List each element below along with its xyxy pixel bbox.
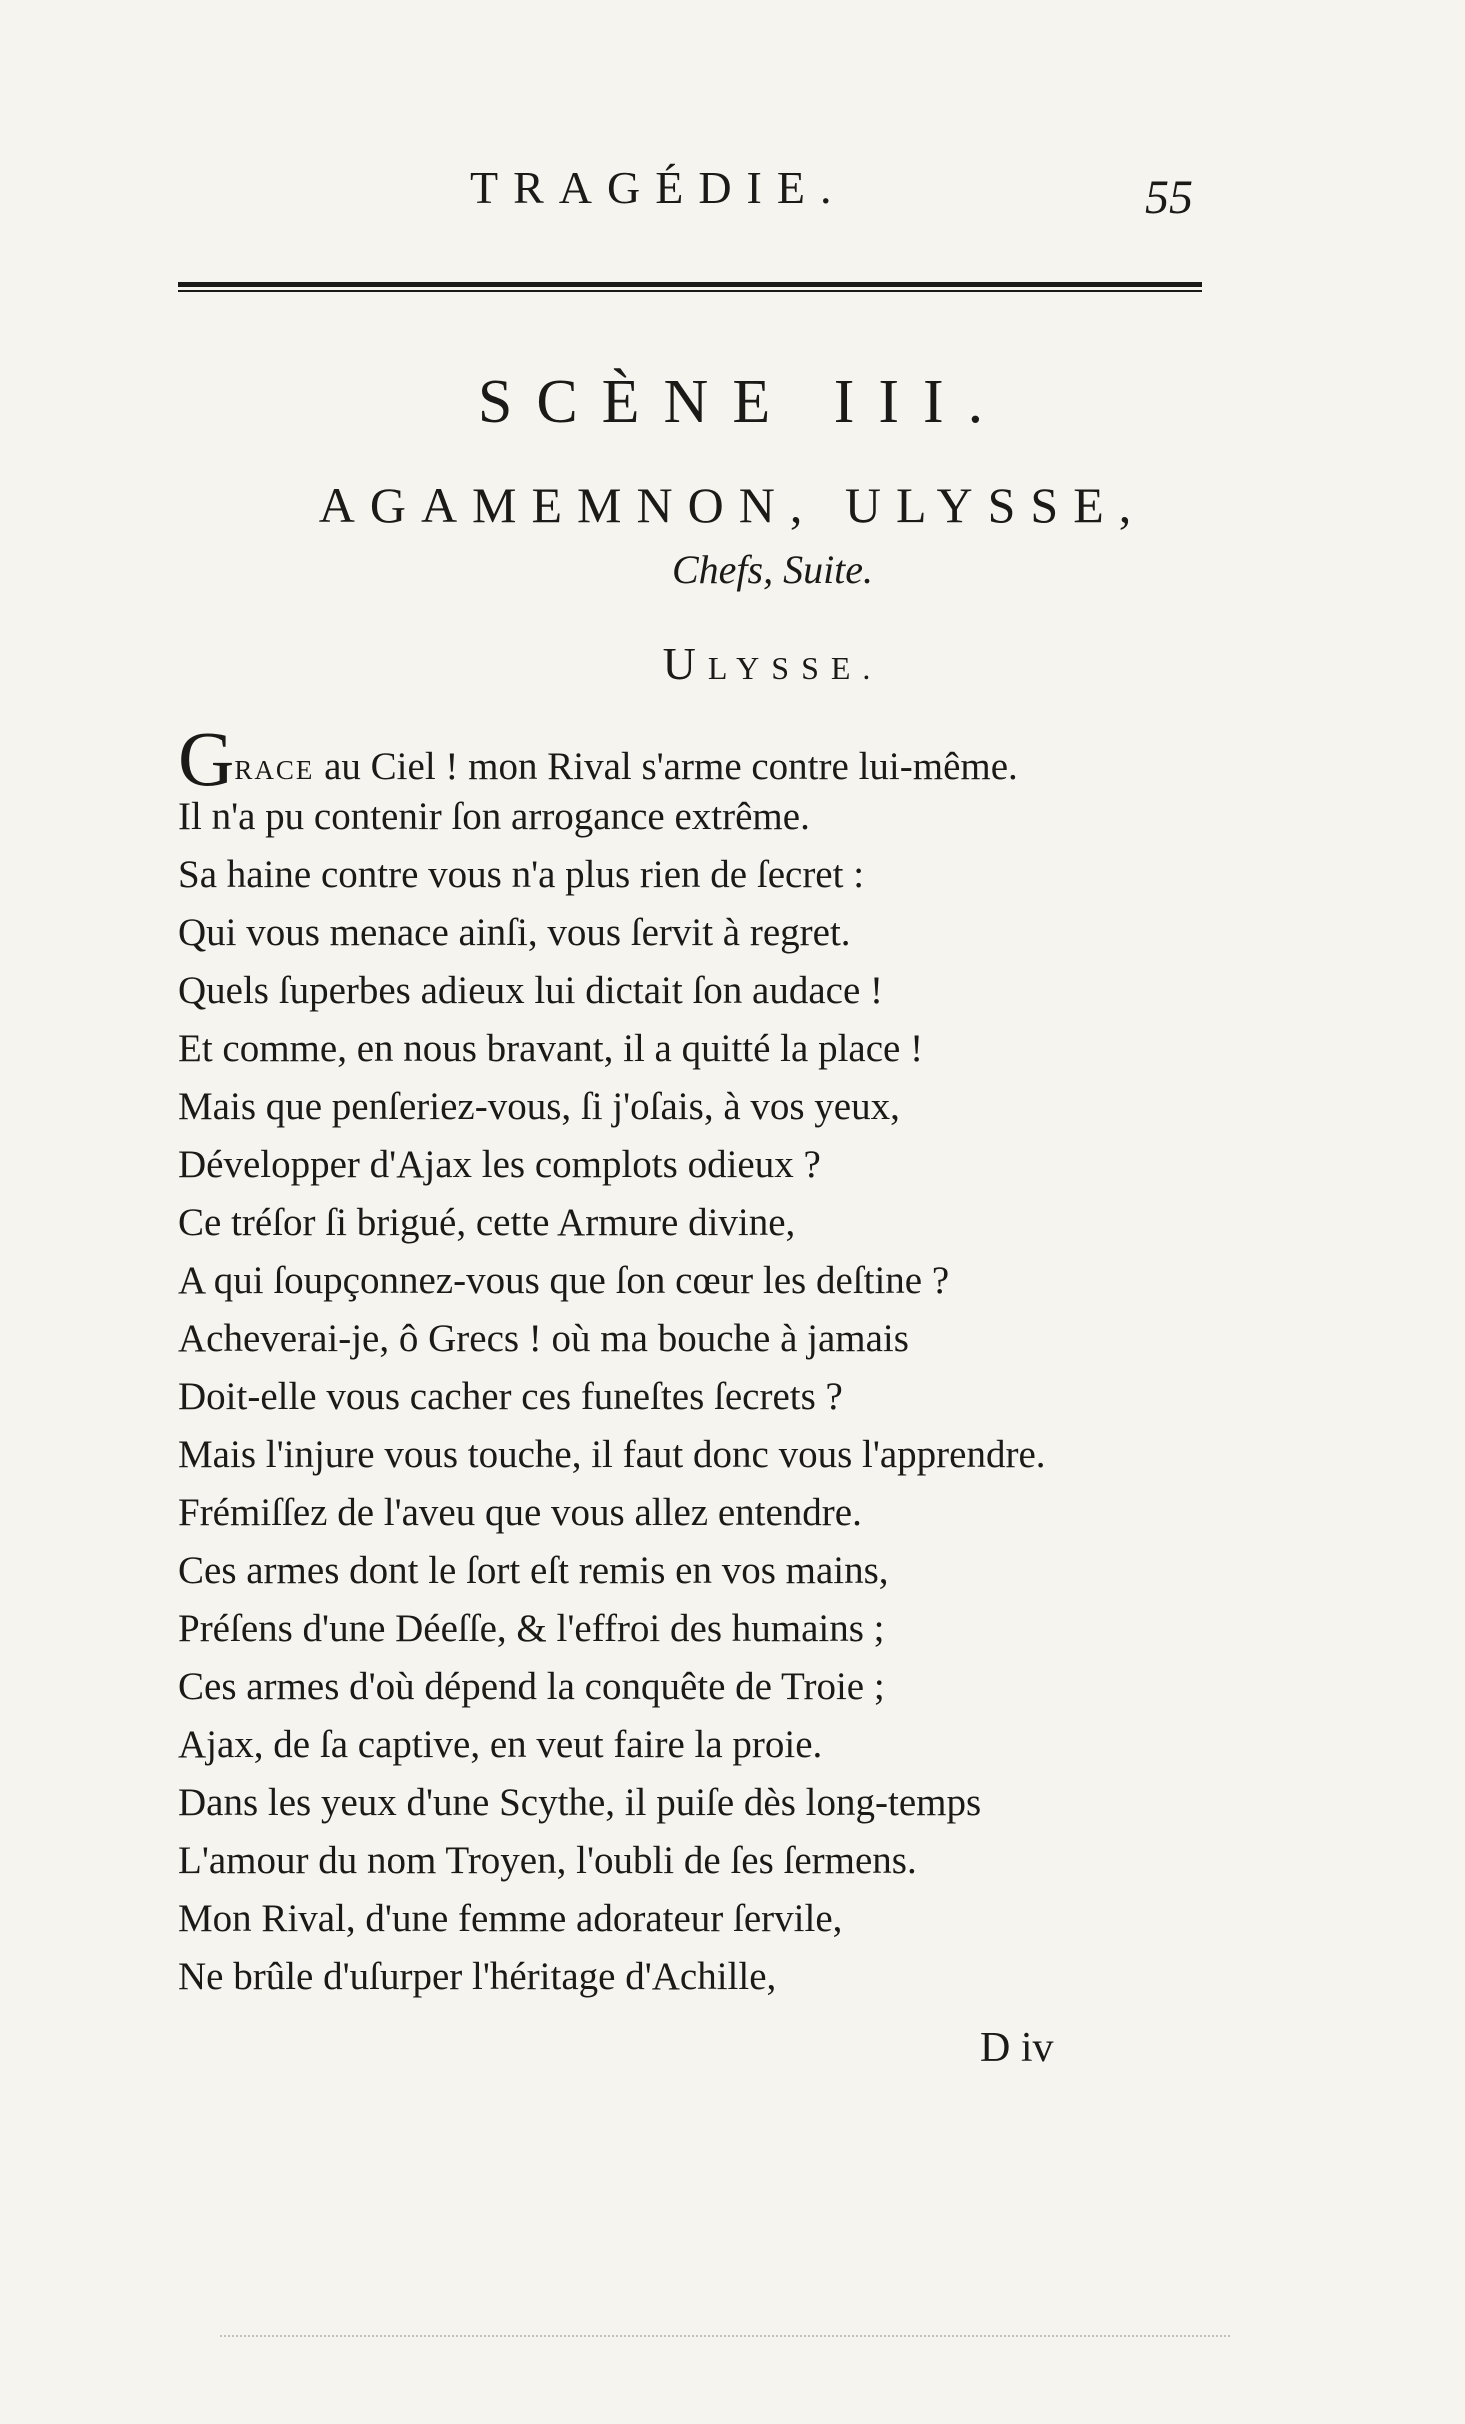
first-word-smallcaps: race (234, 745, 315, 788)
verse-line: Il n'a pu contenir ſon arrogance extrême. (178, 795, 810, 838)
running-title: TRAGÉDIE. (470, 162, 847, 213)
verse-line: Doit-elle vous cacher ces funeſtes ſecrets ? (178, 1375, 843, 1418)
verse-line: Dans les yeux d'une Scythe, il puiſe dès long-temps (178, 1781, 982, 1824)
scene-extras: Chefs, Suite. (671, 547, 874, 592)
verse-line: Mais l'injure vous touche, il faut donc vous l'apprendre. (178, 1433, 1046, 1476)
verse-line: Sa haine contre vous n'a plus rien de ſecret : (178, 853, 865, 896)
speaker-initial: U (662, 638, 708, 689)
verse-line: Ce tréſor ſi brigué, cette Armure divine, (178, 1201, 796, 1244)
verse-line: Mon Rival, d'une femme adorateur ſervile, (178, 1897, 843, 1940)
verse-line: Acheverai-je, ô Grecs ! où ma bouche à jamais (178, 1317, 909, 1360)
verse-line: Quels ſuperbes adieux lui dictait ſon audace ! (178, 969, 884, 1012)
verse-line: Ne brûle d'uſurper l'héritage d'Achille, (178, 1955, 777, 1998)
show-through-bleed (220, 2305, 1230, 2337)
verse-line: Et comme, en nous bravant, il a quitté la place ! (178, 1027, 924, 1070)
verse-line: Ajax, de ſa captive, en veut faire la proie. (178, 1723, 823, 1766)
verse-line: Frémiſſez de l'aveu que vous allez entendre. (178, 1491, 862, 1534)
first-line-rest: au Ciel ! mon Rival s'arme contre lui-même. (314, 745, 1018, 788)
verse-line: L'amour du nom Troyen, l'oubli de ſes ſermens. (178, 1839, 917, 1882)
verse-line: Préſens d'une Déeſſe, & l'effroi des humains ; (178, 1607, 885, 1650)
page-number: 55 (1145, 171, 1193, 224)
header-rule (178, 282, 1202, 292)
verse-block (178, 715, 1208, 2006)
speaker-rest: LYSSE. (707, 650, 883, 686)
running-head (0, 158, 1465, 224)
catchword: D iv (980, 2025, 1054, 2071)
scene-title: SCÈNE III. (477, 368, 1008, 436)
verse-line (178, 715, 1208, 802)
drop-cap: G (178, 715, 235, 802)
verse-line: Qui vous menace ainſi, vous ſervit à regret. (178, 911, 851, 954)
verse-line: Développer d'Ajax les complots odieux ? (178, 1143, 821, 1186)
verse-line: Ces armes dont le ſort eſt remis en vos mains, (178, 1549, 889, 1592)
verse-line: Ces armes d'où dépend la conquête de Troie ; (178, 1665, 885, 1708)
scene-characters: AGAMEMNON, ULYSSE, (318, 477, 1147, 533)
verse-line: Mais que penſeriez-vous, ſi j'oſais, à vos yeux, (178, 1085, 900, 1128)
verse-line: A qui ſoupçonnez-vous que ſon cœur les deſtine ? (178, 1259, 950, 1302)
speaker-name (0, 634, 1465, 698)
